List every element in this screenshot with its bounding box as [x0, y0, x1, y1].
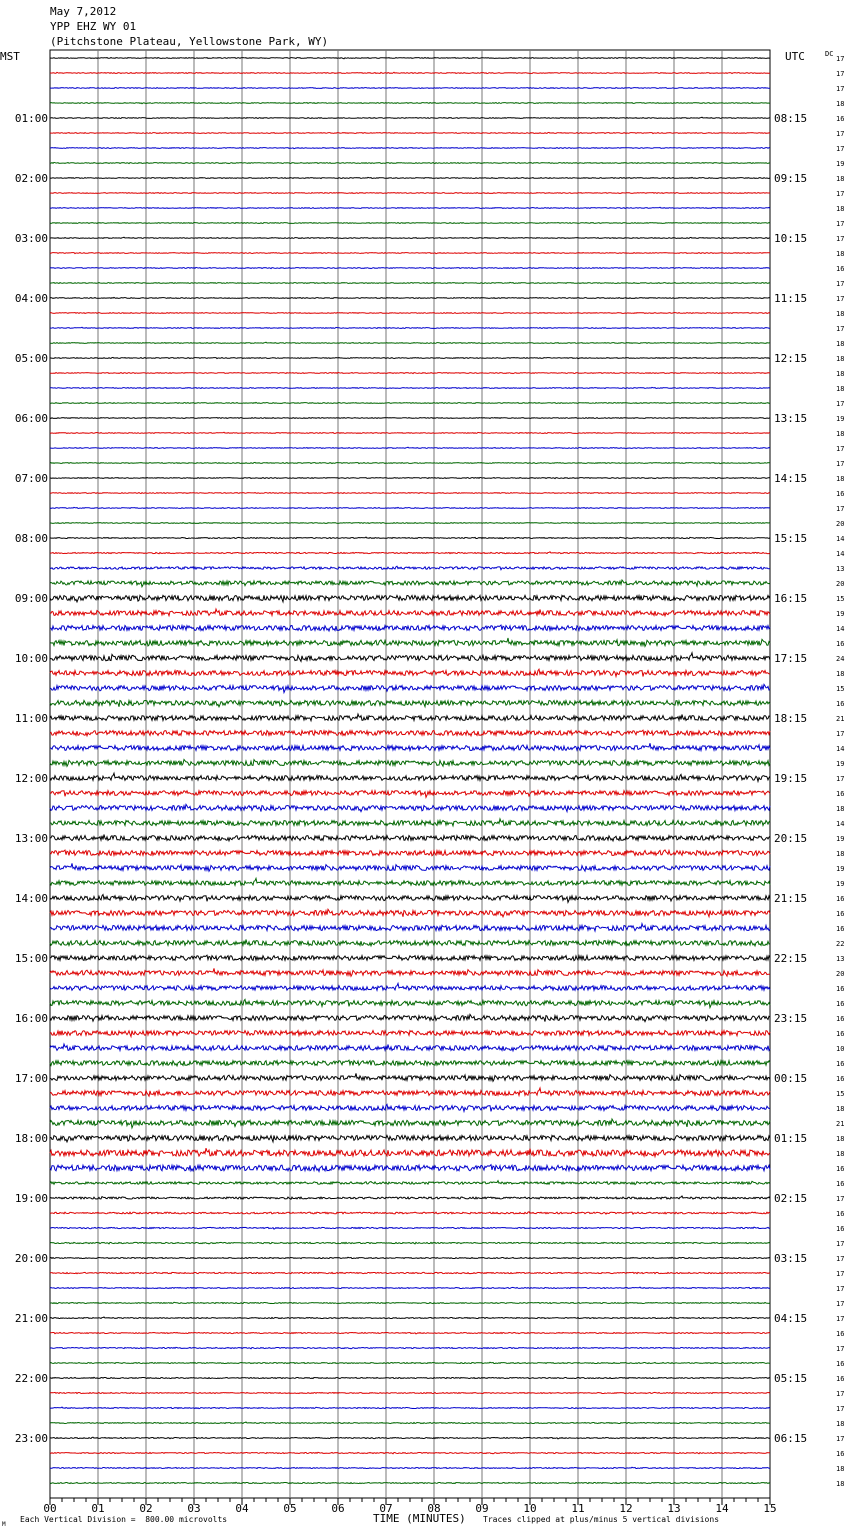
seismic-trace — [50, 1422, 770, 1424]
seismic-trace — [50, 1104, 770, 1111]
seismic-trace — [50, 895, 770, 903]
utc-hour-label: 23:15 — [774, 1012, 808, 1025]
dc-offset-label: 21 — [836, 715, 845, 723]
dc-offset-label: 18 — [836, 175, 845, 183]
dc-offset-label: 16 — [836, 1015, 845, 1023]
seismic-trace — [50, 207, 770, 208]
x-tick-label: 03 — [187, 1502, 201, 1515]
seismic-trace — [50, 237, 770, 238]
seismic-trace — [50, 850, 770, 856]
seismic-trace — [50, 1014, 770, 1021]
seismic-trace — [50, 955, 770, 960]
dc-offset-label: 18 — [836, 355, 845, 363]
dc-offset-label: 16 — [836, 910, 845, 918]
dc-offset-label: 10 — [836, 1045, 845, 1053]
dc-offset-label: 17 — [836, 145, 845, 153]
seismic-trace — [50, 566, 770, 570]
seismic-trace — [50, 1181, 770, 1185]
seismic-trace — [50, 1467, 770, 1468]
seismic-trace — [50, 1257, 770, 1258]
dc-offset-label: 17 — [836, 445, 845, 453]
dc-offset-label: 17 — [836, 460, 845, 468]
x-tick-label: 10 — [523, 1502, 537, 1515]
plot-frame — [50, 50, 770, 1498]
mst-hour-label: 15:00 — [14, 952, 48, 965]
dc-offset-label: 16 — [836, 1330, 845, 1338]
dc-offset-label: 18 — [836, 805, 845, 813]
seismic-trace — [50, 1317, 770, 1319]
dc-offset-label: 16 — [836, 490, 845, 498]
seismic-trace — [50, 1165, 770, 1172]
station-location: (Pitchstone Plateau, Yellowstone Park, WY) — [50, 35, 329, 48]
seismic-trace — [50, 1392, 770, 1393]
seismic-trace — [50, 327, 770, 328]
seismic-trace — [50, 477, 770, 478]
dc-offset-label: 16 — [836, 925, 845, 933]
seismic-trace — [50, 1119, 770, 1128]
dc-offset-label: 17 — [836, 235, 845, 243]
dc-offset-label: 15 — [836, 595, 845, 603]
seismic-trace — [50, 1044, 770, 1051]
seismic-trace — [50, 193, 770, 194]
dc-offset-label: 18 — [836, 385, 845, 393]
seismic-trace — [50, 609, 770, 616]
seismic-trace — [50, 1347, 770, 1349]
seismic-trace — [50, 1212, 770, 1214]
seismic-trace — [50, 999, 770, 1007]
seismic-trace — [50, 1073, 770, 1081]
seismic-trace — [50, 117, 770, 118]
mst-hour-label: 05:00 — [14, 352, 48, 365]
dc-offset-label: 17 — [836, 1315, 845, 1323]
dc-offset-label: 17 — [836, 1240, 845, 1248]
dc-offset-label: 19 — [836, 760, 845, 768]
dc-offset-label: 17 — [836, 1345, 845, 1353]
dc-offset-label: 16 — [836, 1075, 845, 1083]
dc-offset-label: 20 — [836, 520, 845, 528]
seismic-trace — [50, 177, 770, 178]
utc-hour-label: 14:15 — [774, 472, 808, 485]
seismic-trace — [50, 714, 770, 721]
utc-hour-label: 01:15 — [774, 1132, 808, 1145]
utc-hour-label: 18:15 — [774, 712, 808, 725]
seismic-trace — [50, 387, 770, 388]
utc-hour-label: 04:15 — [774, 1312, 808, 1325]
seismic-trace — [50, 58, 770, 59]
dc-offset-label: 17 — [836, 1435, 845, 1443]
seismic-trace — [50, 88, 770, 89]
dc-offset-label: 18 — [836, 670, 845, 678]
dc-offset-label: 18 — [836, 1480, 845, 1488]
seismic-trace — [50, 1482, 770, 1483]
seismic-trace — [50, 835, 770, 841]
mst-hour-label: 09:00 — [14, 592, 48, 605]
seismic-trace — [50, 222, 770, 223]
seismic-trace — [50, 580, 770, 587]
dc-offset-label: 18 — [836, 1105, 845, 1113]
seismic-trace — [50, 804, 770, 811]
x-tick-label: 06 — [331, 1502, 345, 1515]
seismic-trace — [50, 684, 770, 692]
dc-offset-label: 16 — [836, 700, 845, 708]
mst-hour-label: 20:00 — [14, 1252, 48, 1265]
dc-offset-label: 17 — [836, 1390, 845, 1398]
utc-hour-label: 16:15 — [774, 592, 808, 605]
dc-offset-label: 18 — [836, 250, 845, 258]
dc-offset-label: 20 — [836, 580, 845, 588]
seismic-trace — [50, 148, 770, 149]
seismic-trace — [50, 863, 770, 871]
dc-offset-label: 17 — [836, 280, 845, 288]
utc-hour-label: 22:15 — [774, 952, 808, 965]
mst-hour-label: 11:00 — [14, 712, 48, 725]
seismic-trace — [50, 253, 770, 254]
dc-offset-label: 17 — [836, 85, 845, 93]
x-tick-label: 11 — [571, 1502, 585, 1515]
seismic-trace — [50, 819, 770, 826]
dc-offset-label: 21 — [836, 1120, 845, 1128]
mst-hour-label: 17:00 — [14, 1072, 48, 1085]
dc-offset-label: 18 — [836, 370, 845, 378]
dc-offset-label: 17 — [836, 775, 845, 783]
plot-grid — [50, 50, 770, 1498]
dc-offset-label: 18 — [836, 1420, 845, 1428]
seismic-trace — [50, 493, 770, 494]
dc-offset-label: 16 — [836, 895, 845, 903]
mst-hour-label: 10:00 — [14, 652, 48, 665]
dc-offset-label: 17 — [836, 130, 845, 138]
dc-offset-labels — [836, 55, 844, 1488]
seismic-trace — [50, 1302, 770, 1303]
seismic-trace — [50, 372, 770, 373]
dc-offset-label: 14 — [836, 745, 845, 753]
dc-offset-label: 16 — [836, 1360, 845, 1368]
dc-offset-label: 15 — [836, 1090, 845, 1098]
time-axis-title: TIME (MINUTES) — [373, 1512, 466, 1525]
dc-offset-label: 17 — [836, 505, 845, 513]
mst-label: MST — [0, 50, 20, 63]
seismic-trace — [50, 1452, 770, 1454]
dc-offset-label: 19 — [836, 415, 845, 423]
seismic-trace — [50, 1242, 770, 1244]
dc-offset-label: 19 — [836, 835, 845, 843]
utc-hour-label: 06:15 — [774, 1432, 808, 1445]
dc-offset-label: 17 — [836, 1285, 845, 1293]
dc-offset-label: 16 — [836, 1375, 845, 1383]
dc-offset-label: 18 — [836, 475, 845, 483]
seismic-trace — [50, 1362, 770, 1363]
plot-date: May 7,2012 — [50, 5, 117, 18]
seismic-trace — [50, 669, 770, 676]
seismic-trace — [50, 1088, 770, 1096]
mst-hour-label: 13:00 — [14, 832, 48, 845]
dc-label: DC — [825, 50, 834, 58]
utc-hour-label: 09:15 — [774, 172, 808, 185]
dc-offset-label: 14 — [836, 820, 845, 828]
dc-offset-label: 17 — [836, 55, 845, 63]
dc-offset-label: 17 — [836, 1270, 845, 1278]
mst-hour-label: 03:00 — [14, 232, 48, 245]
seismic-trace — [50, 638, 770, 646]
x-tick-label: 07 — [379, 1502, 393, 1515]
x-tick-label: 13 — [667, 1502, 681, 1515]
seismic-trace — [50, 132, 770, 133]
dc-offset-label: 17 — [836, 325, 845, 333]
utc-hour-labels — [774, 112, 807, 1445]
utc-label: UTC — [785, 50, 805, 63]
mst-hour-label: 14:00 — [14, 892, 48, 905]
seismic-trace — [50, 1333, 770, 1334]
x-tick-label: 05 — [283, 1502, 297, 1515]
mst-hour-label: 18:00 — [14, 1132, 48, 1145]
mst-hour-label: 19:00 — [14, 1192, 48, 1205]
dc-offset-label: 19 — [836, 160, 845, 168]
dc-offset-label: 16 — [836, 1165, 845, 1173]
x-tick-label: 04 — [235, 1502, 249, 1515]
dc-offset-label: 14 — [836, 535, 845, 543]
seismic-trace — [50, 1272, 770, 1273]
dc-offset-label: 18 — [836, 205, 845, 213]
seismic-trace — [50, 1407, 770, 1409]
dc-offset-label: 17 — [836, 730, 845, 738]
mst-hour-labels — [15, 112, 48, 1445]
seismic-trace — [50, 983, 770, 990]
mst-hour-label: 08:00 — [14, 532, 48, 545]
utc-hour-label: 17:15 — [774, 652, 808, 665]
dc-offset-label: 17 — [836, 295, 845, 303]
vertical-division-note: Each Vertical Division = 800.00 microvolts — [20, 1515, 228, 1524]
dc-offset-label: 18 — [836, 1135, 845, 1143]
seismic-trace — [50, 791, 770, 798]
dc-offset-label: 19 — [836, 865, 845, 873]
utc-hour-label: 00:15 — [774, 1072, 808, 1085]
seismic-trace — [50, 102, 770, 103]
seismic-trace — [50, 447, 770, 448]
dc-offset-label: 13 — [836, 565, 845, 573]
seismic-trace — [50, 968, 770, 976]
dc-offset-label: 22 — [836, 940, 845, 948]
utc-hour-label: 20:15 — [774, 832, 808, 845]
seismic-trace — [50, 537, 770, 539]
dc-offset-label: 17 — [836, 1195, 845, 1203]
mst-hour-label: 04:00 — [14, 292, 48, 305]
seismic-trace — [50, 267, 770, 268]
x-tick-label: 01 — [91, 1502, 105, 1515]
dc-offset-label: 16 — [836, 640, 845, 648]
seismic-trace — [50, 418, 770, 419]
dc-offset-label: 16 — [836, 265, 845, 273]
utc-hour-label: 21:15 — [774, 892, 808, 905]
corner-mark: M — [2, 1521, 6, 1528]
dc-offset-label: 18 — [836, 430, 845, 438]
dc-offset-label: 16 — [836, 1225, 845, 1233]
dc-offset-label: 24 — [836, 655, 845, 663]
seismic-trace — [50, 523, 770, 524]
dc-offset-label: 14 — [836, 550, 845, 558]
seismic-trace — [50, 282, 770, 283]
dc-offset-label: 18 — [836, 100, 845, 108]
seismic-trace — [50, 507, 770, 508]
utc-hour-label: 03:15 — [774, 1252, 808, 1265]
utc-hour-label: 15:15 — [774, 532, 808, 545]
seismic-trace — [50, 552, 770, 554]
seismic-trace — [50, 1148, 770, 1156]
seismic-trace — [50, 595, 770, 602]
utc-hour-label: 19:15 — [774, 772, 808, 785]
dc-offset-label: 19 — [836, 610, 845, 618]
utc-hour-label: 12:15 — [774, 352, 808, 365]
dc-offset-label: 17 — [836, 220, 845, 228]
seismic-trace — [50, 743, 770, 751]
seismic-trace — [50, 357, 770, 358]
x-tick-label: 02 — [139, 1502, 153, 1515]
mst-hour-label: 16:00 — [14, 1012, 48, 1025]
dc-offset-label: 18 — [836, 310, 845, 318]
seismic-trace — [50, 1060, 770, 1066]
dc-offset-label: 18 — [836, 340, 845, 348]
utc-hour-label: 02:15 — [774, 1192, 808, 1205]
dc-offset-label: 20 — [836, 970, 845, 978]
seismic-trace — [50, 730, 770, 736]
dc-offset-label: 18 — [836, 1465, 845, 1473]
seismic-trace — [50, 760, 770, 767]
seismic-trace — [50, 940, 770, 946]
dc-offset-label: 17 — [836, 1255, 845, 1263]
seismic-trace — [50, 313, 770, 314]
seismic-trace — [50, 1031, 770, 1037]
dc-offset-label: 15 — [836, 685, 845, 693]
dc-offset-label: 16 — [836, 115, 845, 123]
seismic-trace — [50, 909, 770, 917]
dc-offset-label: 18 — [836, 850, 845, 858]
seismic-trace — [50, 653, 770, 662]
seismic-trace — [50, 72, 770, 73]
x-tick-label: 00 — [43, 1502, 57, 1515]
dc-offset-label: 17 — [836, 70, 845, 78]
mst-hour-label: 22:00 — [14, 1372, 48, 1385]
utc-hour-label: 13:15 — [774, 412, 808, 425]
x-tick-label: 15 — [763, 1502, 777, 1515]
mst-hour-label: 07:00 — [14, 472, 48, 485]
seismic-trace — [50, 342, 770, 343]
mst-hour-label: 06:00 — [14, 412, 48, 425]
dc-offset-label: 16 — [836, 1210, 845, 1218]
seismic-trace — [50, 297, 770, 298]
seismic-trace — [50, 701, 770, 707]
dc-offset-label: 16 — [836, 985, 845, 993]
station-id: YPP EHZ WY 01 — [50, 20, 137, 33]
seismic-trace — [50, 878, 770, 885]
dc-offset-label: 14 — [836, 625, 845, 633]
dc-offset-label: 16 — [836, 1450, 845, 1458]
seismic-trace — [50, 402, 770, 403]
seismic-trace — [50, 1196, 770, 1199]
seismic-trace — [50, 1287, 770, 1289]
mst-hour-label: 01:00 — [14, 112, 48, 125]
mst-hour-label: 02:00 — [14, 172, 48, 185]
x-tick-label: 12 — [619, 1502, 633, 1515]
mst-hour-label: 12:00 — [14, 772, 48, 785]
dc-offset-label: 16 — [836, 1180, 845, 1188]
dc-offset-label: 16 — [836, 1060, 845, 1068]
utc-hour-label: 08:15 — [774, 112, 808, 125]
seismic-trace — [50, 773, 770, 781]
dc-offset-label: 16 — [836, 1030, 845, 1038]
seismic-traces — [50, 58, 770, 1484]
utc-hour-label: 11:15 — [774, 292, 808, 305]
dc-offset-label: 18 — [836, 1150, 845, 1158]
dc-offset-label: 13 — [836, 955, 845, 963]
utc-hour-label: 10:15 — [774, 232, 808, 245]
clipping-note: Traces clipped at plus/minus 5 vertical divisions — [483, 1515, 720, 1524]
utc-hour-label: 05:15 — [774, 1372, 808, 1385]
seismic-trace — [50, 432, 770, 433]
x-tick-label: 14 — [715, 1502, 729, 1515]
seismic-trace — [50, 1377, 770, 1378]
seismic-trace — [50, 625, 770, 631]
dc-offset-label: 17 — [836, 1405, 845, 1413]
mst-hour-label: 21:00 — [14, 1312, 48, 1325]
seismic-trace — [50, 1437, 770, 1439]
dc-offset-label: 16 — [836, 1000, 845, 1008]
dc-offset-label: 17 — [836, 190, 845, 198]
dc-offset-label: 17 — [836, 400, 845, 408]
dc-offset-label: 17 — [836, 1300, 845, 1308]
seismic-trace — [50, 1227, 770, 1229]
x-tick-label: 08 — [427, 1502, 441, 1515]
x-tick-label: 09 — [475, 1502, 489, 1515]
dc-offset-label: 19 — [836, 880, 845, 888]
seismic-trace — [50, 1135, 770, 1142]
seismic-trace — [50, 162, 770, 163]
mst-hour-label: 23:00 — [14, 1432, 48, 1445]
seismic-trace — [50, 924, 770, 931]
seismic-trace — [50, 462, 770, 463]
dc-offset-label: 16 — [836, 790, 845, 798]
